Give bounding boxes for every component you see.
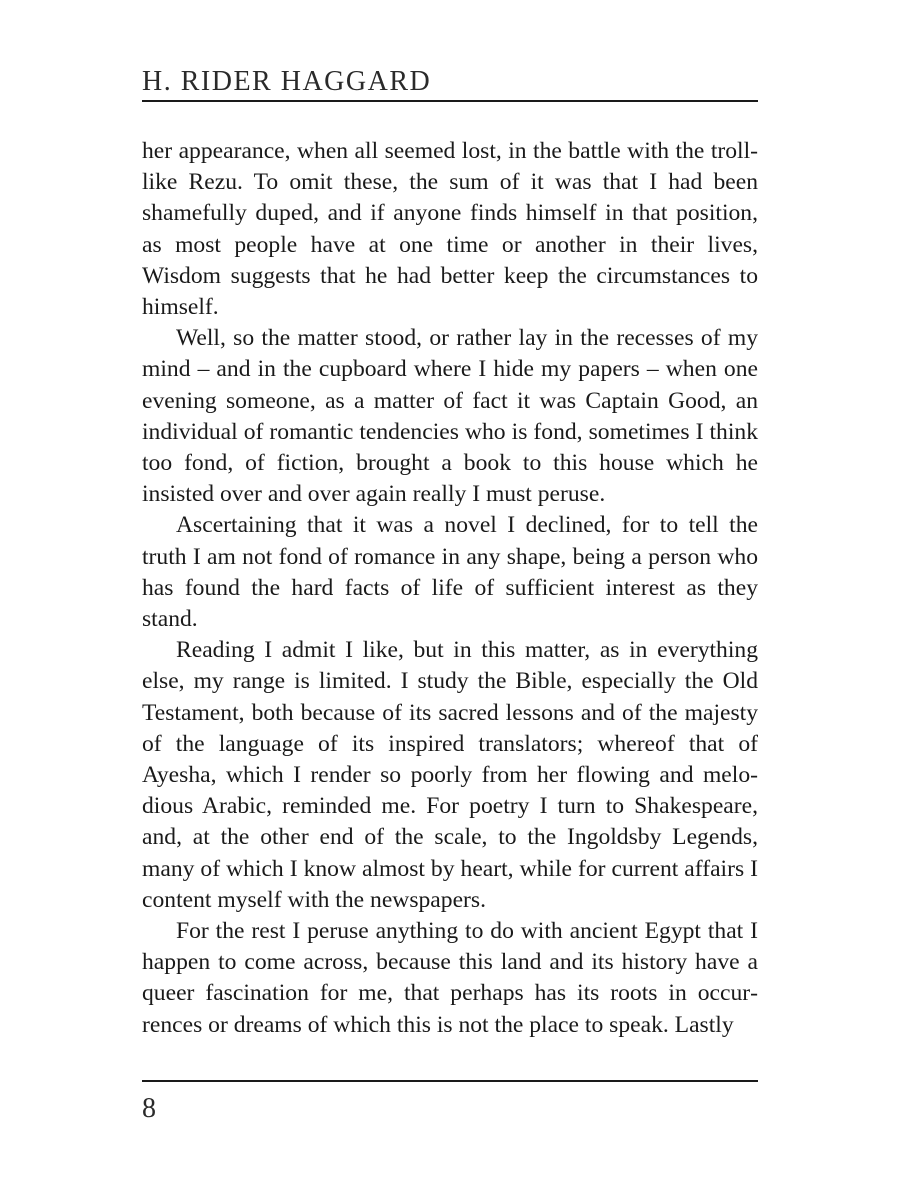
paragraph: Well, so the matter stood, or rather lay in the recesses of my mind – and in the cupboard where I hide my papers – when one evening someone, as a matter of fact it was Captain Good, an individual of romantic tendencies who is fond, sometimes I think too fond, of fiction, brought a book to this house which he insisted over and over again really I must peruse. [142,325,758,508]
paragraph-continuation: her appearance, when all seemed lost, in the battle with the troll-like Rezu. To omit these, the sum of it was that I had been shamefully duped, and if anyone finds himself in that position, as most people have at one time or another in their lives, Wisdom suggests that he had better keep the circumstances to himself. [142,138,758,321]
footer-rule [142,1080,758,1082]
paragraph: Reading I admit I like, but in this matter, as in everything else, my range is limited. I study the Bible, especially the Old Testament, both because of its sacred lessons and of the majesty of the language of its inspired translators; whereof that of Ayesha, which I render so poorly from her flowing and melodious Arabic, reminded me. For poetry I turn to Shakespeare, and, at the other end of the scale, to the Ingoldsby Legends, many of which I know almost by heart, while for current affairs I content myself with the newspapers. [142,637,758,913]
paragraph: For the rest I peruse anything to do with ancient Egypt that I happen to come across, because this land and its history have a queer fascination for me, that perhaps has its roots in occurrences or dreams of which this is not the place to speak. Lastly [142,918,758,1038]
header-rule [142,100,758,102]
body-text [142,136,758,1041]
page-number: 8 [142,1093,156,1124]
running-head-author: H. RIDER HAGGARD [142,66,432,97]
paragraph: Ascertaining that it was a novel I declined, for to tell the truth I am not fond of romance in any shape, being a person who has found the hard facts of life of sufficient interest as they stand. [142,512,758,633]
